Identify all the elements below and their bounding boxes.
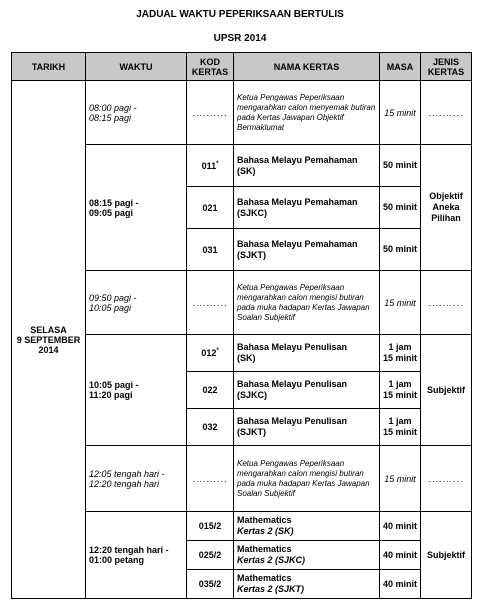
masa-cell: 40 minit — [380, 570, 421, 599]
masa-cell: 1 jam 15 minit — [380, 372, 421, 409]
exam-timetable — [11, 52, 472, 599]
header-masa: MASA — [380, 53, 421, 81]
paper-name-cell: Bahasa Melayu Pemahaman (SK) — [234, 145, 380, 187]
document-title: JADUAL WAKTU PEPERIKSAAN BERTULIS — [136, 9, 344, 20]
paper-name-cell: Mathematics Kertas 2 (SJKC) — [234, 541, 380, 570]
jenis-cell: Objektif Aneka Pilihan — [421, 145, 472, 271]
masa-cell: 15 minit — [380, 446, 421, 512]
jenis-cell: Subjektif — [421, 335, 472, 446]
kod-cell: .......... — [187, 446, 234, 512]
kod-cell: 031 — [187, 229, 234, 271]
kod-cell: .......... — [187, 271, 234, 335]
instruction-cell: Ketua Pengawas Peperiksaan mengarahkan calon menyemak butiran pada Kertas Jawapan Objektif Bermaklumat — [234, 81, 380, 145]
instruction-cell: Ketua Pengawas Peperiksaan mengarahkan calon mengisi butiran pada muka hadapan Kertas Jawapan Soalan Subjektif — [234, 271, 380, 335]
time-cell: 12:20 tengah hari - 01:00 petang — [86, 512, 187, 599]
kod-cell: 035/2 — [187, 570, 234, 599]
paper-name-cell: Bahasa Melayu Pemahaman (SJKT) — [234, 229, 380, 271]
header-row — [12, 53, 472, 81]
time-cell: 09:50 pagi - 10:05 pagi — [86, 271, 187, 335]
kod-cell: 021 — [187, 187, 234, 229]
header-nama-kertas: NAMA KERTAS — [234, 53, 380, 81]
paper-name-cell: Mathematics Kertas 2 (SJKT) — [234, 570, 380, 599]
table-row — [12, 81, 472, 145]
kod-cell: 012* — [187, 335, 234, 372]
paper-name-cell: Bahasa Melayu Pemahaman (SJKC) — [234, 187, 380, 229]
paper-name-cell: Mathematics Kertas 2 (SK) — [234, 512, 380, 541]
time-cell: 08:15 pagi - 09:05 pagi — [86, 145, 187, 271]
kod-cell: 015/2 — [187, 512, 234, 541]
paper-name-cell: Bahasa Melayu Penulisan (SJKC) — [234, 372, 380, 409]
time-cell: 12:05 tengah hari - 12:20 tengah hari — [86, 446, 187, 512]
kod-cell: 022 — [187, 372, 234, 409]
masa-cell: 40 minit — [380, 541, 421, 570]
masa-cell: 50 minit — [380, 145, 421, 187]
header-kod-kertas: KOD KERTAS — [187, 53, 234, 81]
time-cell: 08:00 pagi - 08:15 pagi — [86, 81, 187, 145]
kod-cell: 032 — [187, 409, 234, 446]
paper-name-cell: Bahasa Melayu Penulisan (SJKT) — [234, 409, 380, 446]
header-tarikh: TARIKH — [12, 53, 86, 81]
kod-cell: 025/2 — [187, 541, 234, 570]
jenis-cell: Subjektif — [421, 512, 472, 599]
date-cell: SELASA 9 SEPTEMBER 2014 — [12, 81, 86, 599]
header-waktu: WAKTU — [86, 53, 187, 81]
instruction-cell: Ketua Pengawas Peperiksaan mengarahkan calon mengisi butiran pada muka hadapan Kertas Jawapan Soalan Subjektif — [234, 446, 380, 512]
masa-cell: 50 minit — [380, 187, 421, 229]
masa-cell: 15 minit — [380, 81, 421, 145]
masa-cell: 50 minit — [380, 229, 421, 271]
header-jenis-kertas: JENIS KERTAS — [421, 53, 472, 81]
masa-cell: 40 minit — [380, 512, 421, 541]
masa-cell: 15 minit — [380, 271, 421, 335]
time-cell: 10:05 pagi - 11:20 pagi — [86, 335, 187, 446]
kod-cell: 011* — [187, 145, 234, 187]
masa-cell: 1 jam 15 minit — [380, 335, 421, 372]
masa-cell: 1 jam 15 minit — [380, 409, 421, 446]
jenis-cell: .......... — [421, 81, 472, 145]
document-subtitle: UPSR 2014 — [213, 33, 267, 44]
paper-name-cell: Bahasa Melayu Penulisan (SK) — [234, 335, 380, 372]
jenis-cell: .......... — [421, 446, 472, 512]
jenis-cell: .......... — [421, 271, 472, 335]
kod-cell: .......... — [187, 81, 234, 145]
